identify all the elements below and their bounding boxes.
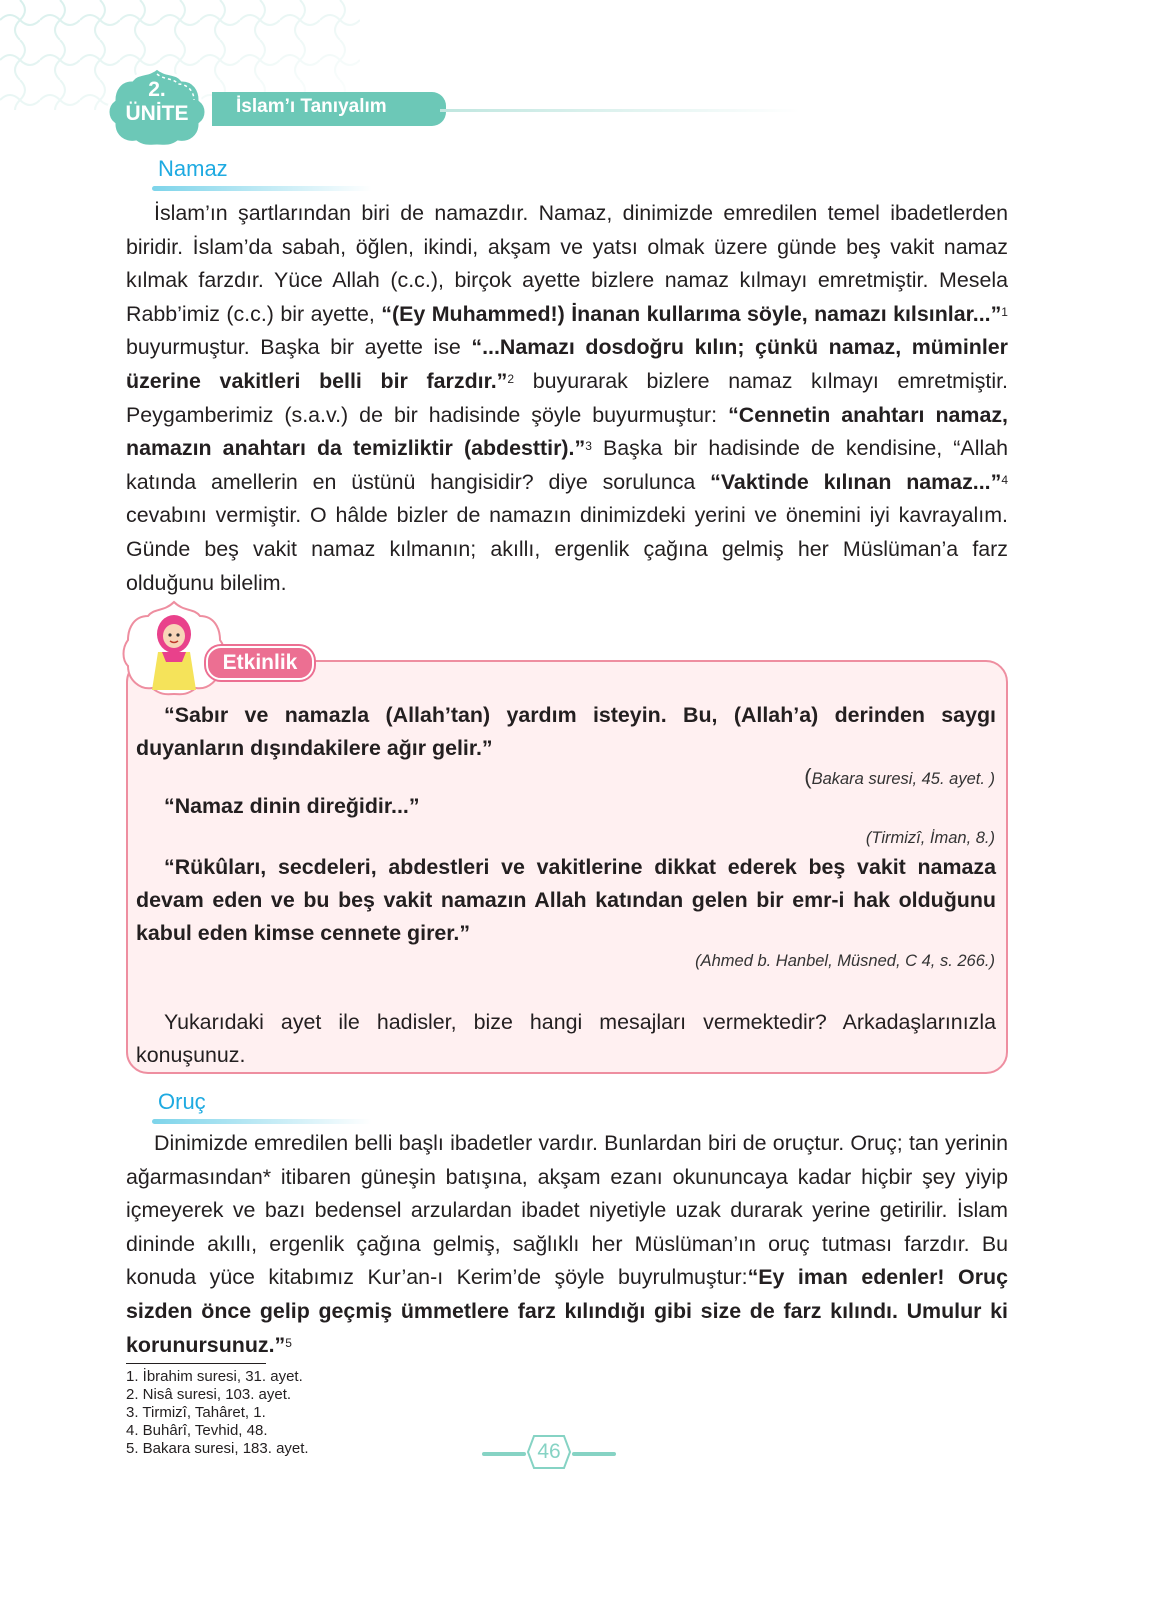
text-run: buyurarak bizlere namaz kılmayı emretmiştir. Peygamberimiz (s.a.v.) de bir hadisinde şöyle buyurmuştur:	[126, 368, 1008, 427]
footnote-item: 3. Tirmizî, Tahâret, 1.	[126, 1404, 266, 1421]
footnote-item: 5. Bakara suresi, 183. ayet.	[126, 1440, 309, 1457]
chapter-title: İslam’ı Tanıyalım	[236, 96, 387, 117]
footnote-ref: 4	[1001, 472, 1008, 487]
footnotes	[126, 1368, 309, 1458]
activity-quote-1: “Sabır ve namazla (Allah’tan) yardım isteyin. Bu, (Allah’a) derinden saygı duyanların dışındakilere ağır gelir.”	[136, 703, 996, 760]
activity-label: Etkinlik	[206, 646, 314, 680]
unit-label	[104, 78, 210, 126]
activity-question: Yukarıdaki ayet ile hadisler, bize hangi mesajları vermektedir? Arkadaşlarınızla konuşunuz.	[136, 1010, 996, 1067]
activity-source-1	[804, 764, 995, 790]
footnote-item: 1. İbrahim suresi, 31. ayet.	[126, 1368, 303, 1385]
footnote-ref: 2	[507, 371, 515, 386]
quote-bold: “Ey iman edenler! Oruç sizden önce gelip geçmiş ümmetlere farz kılındığı gibi size de farz kılındı. Umulur ki korunursunuz.”	[126, 1265, 1008, 1357]
quote-bold: “...Namazı dosdoğru kılın; çünkü namaz, müminler üzerine vakitleri belli bir farzdır.”	[126, 335, 1008, 393]
text-run: Dinimizde emredilen belli başlı ibadetler vardır. Bunlardan biri de oruçtur. Oruç; tan yerinin ağarmasından* itibaren güneşin batışına, akşam ezanı okununcaya kadar hiçbir şey yiyip içmeyerek ve bazı bedensel arzulardan ibadet niyetiyle uzak durarak yerine getirilir. İslam dininde akıllı, ergenlik çağına gelmiş, sağlıklı her Müslüman’ın oruç tutması farzdır. Bu konuda yüce kitabımız Kur’an-ı Kerim’de şöyle buyrulmuştur:	[126, 1131, 1008, 1290]
page-number: 46	[537, 1440, 561, 1463]
header-line	[440, 109, 800, 112]
quote-bold: “Vaktinde kılınan namaz...”	[710, 469, 1002, 494]
namaz-heading: Namaz	[158, 156, 228, 181]
text-run: cevabını vermiştir. O hâlde bizler de namazın dinimizdeki yerini ve önemini iyi kavrayalım. Günde beş vakit namaz kılmanın; akıllı, ergenlik çağına gelmiş her Müslüman’a farz olduğunu bilelim.	[126, 503, 1008, 595]
text-run: İslam’ın şartlarından biri de namazdır. Namaz, dinimizde emredilen temel ibadetlerden biridir. İslam’da sabah, öğlen, ikindi, akşam ve yatsı olmak üzere günde beş vakit namaz kılmak farzdır. Yüce Allah (c.c.), birçok ayette bizlere namaz kılmayı emretmiştir. Mesela Rabb’imiz (c.c.) bir ayette,	[126, 201, 1008, 326]
quote-bold: “(Ey Muhammed!) İnanan kullarıma söyle, namazı kılsınlar...”	[381, 301, 1002, 326]
girl-illustration-icon	[122, 600, 226, 696]
unit-number: 2.	[148, 78, 166, 101]
source-paren: (	[804, 764, 812, 789]
source-text: Bakara suresi, 45. ayet. )	[811, 770, 995, 788]
activity-source-2: (Tirmizî, İman, 8.)	[865, 829, 995, 847]
page-number-line-right	[572, 1452, 616, 1456]
footnote-item: 4. Buhârî, Tevhid, 48.	[126, 1422, 268, 1439]
page-number-line-left	[482, 1452, 526, 1456]
unit-word: ÜNİTE	[125, 102, 189, 125]
oruc-paragraph	[126, 1127, 1008, 1362]
footnote-item: 2. Nisâ suresi, 103. ayet.	[126, 1386, 292, 1403]
footnote-ref: 5	[285, 1335, 292, 1350]
footnote-separator	[126, 1363, 266, 1364]
namaz-heading-underline	[152, 186, 372, 191]
oruc-heading-underline	[152, 1119, 372, 1124]
namaz-paragraph	[126, 197, 1008, 600]
activity-source-3: (Ahmed b. Hanbel, Müsned, C 4, s. 266.)	[695, 952, 995, 970]
quote-bold: “Cennetin anahtarı namaz, namazın anahtarı da temizliktir (abdesttir).”	[126, 402, 1008, 461]
oruc-heading: Oruç	[158, 1089, 206, 1114]
footnote-ref: 1	[1001, 304, 1008, 319]
activity-quote-3: “Rükûları, secdeleri, abdestleri ve vakitlerine dikkat ederek beş vakit namaza devam eden ve bu beş vakit namazın Allah katından gelen bir emr-i hak olduğunu kabul eden kimse cennete girer.”	[136, 855, 996, 945]
text-run: Başka bir hadisinde de kendisine, “Allah katında amellerin en üstünü hangisidir? diye sorulunca	[126, 436, 1008, 494]
activity-quote-2: “Namaz dinin direğidir...”	[164, 794, 420, 818]
footnote-ref: 3	[585, 439, 592, 454]
text-run: buyurmuştur. Başka bir ayette ise	[126, 335, 472, 360]
